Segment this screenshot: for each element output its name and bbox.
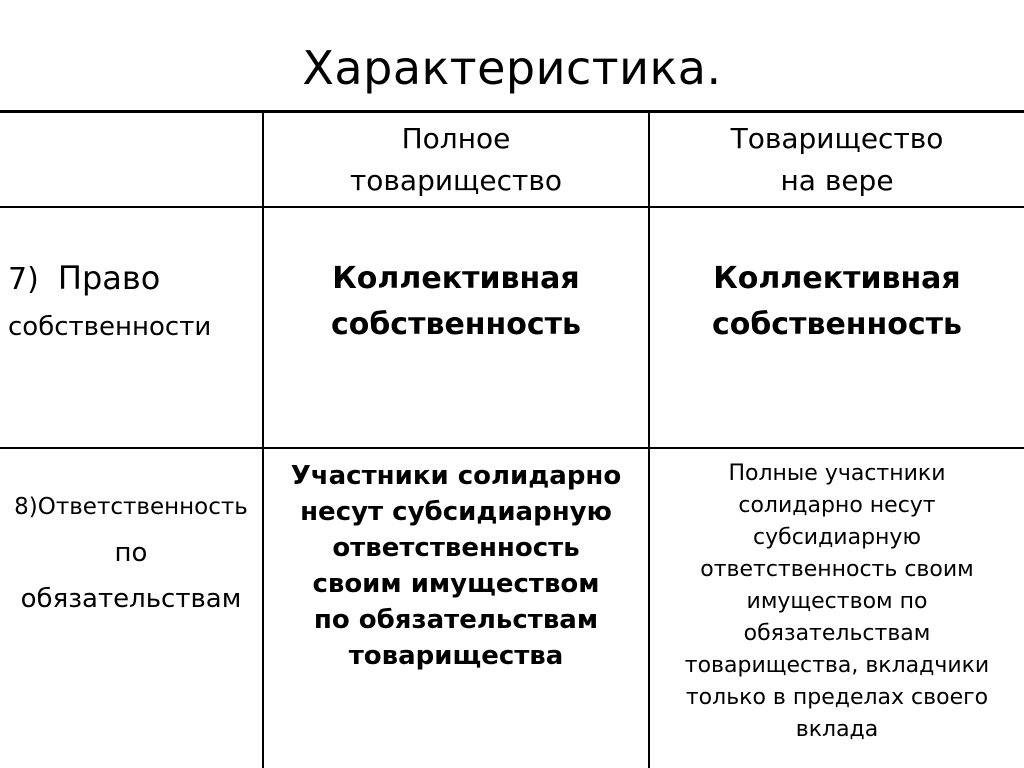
row7-label-line1 (0, 254, 160, 304)
row8-col2-line8: только в пределах своего (685, 685, 989, 710)
row7-label-number: 7) (8, 262, 39, 297)
row8-col1-cell (264, 458, 648, 674)
row7-label-line2: собственности (8, 312, 212, 342)
row8-col1-line2: несут субсидиарную (300, 497, 612, 527)
row8-col2-line9: вклада (795, 717, 879, 742)
row7-col1-cell (264, 256, 648, 348)
row8-col1-line3: ответственность (332, 533, 580, 563)
row8-col1-line5: по обязательствам (313, 605, 599, 635)
slide-title: Характеристика. (302, 41, 722, 95)
row8-col1-line6: товарищества (348, 641, 564, 671)
table-row-divider-1 (0, 206, 1024, 208)
row8-col2-line7: товарищества, вкладчики (684, 653, 990, 678)
header-col2-line1: Товарищество (730, 122, 944, 155)
row7-label (0, 254, 262, 350)
row8-col2-line2: солидарно несут (738, 493, 936, 518)
row7-col2-cell (650, 256, 1024, 348)
header-col-limited-partnership (650, 118, 1024, 202)
header-col-full-partnership (264, 118, 648, 202)
row8-col2-line1: Полные участники (728, 461, 946, 486)
row8-col2-cell (650, 458, 1024, 746)
row7-col1-line1: Коллективная (332, 261, 580, 296)
row8-label (0, 484, 262, 622)
header-col2-line2: на вере (780, 164, 894, 197)
row7-label-word: Право (57, 259, 161, 297)
row7-col1-line2: собственность (330, 307, 582, 342)
row7-col2-line2: собственность (711, 307, 963, 342)
row8-col1-line4: своим имуществом (312, 569, 600, 599)
row8-col2-line3: субсидиарную (753, 525, 921, 550)
row8-label-line2: по (114, 538, 148, 568)
row8-col2-line4: ответственность своим (700, 557, 974, 582)
table-top-border (0, 110, 1024, 113)
row8-label-line1: 8)Ответственность (14, 494, 248, 520)
header-col1-line2: товарищество (349, 164, 562, 197)
header-col1-line1: Полное (401, 122, 511, 155)
row8-col2-line5: имуществом по (746, 589, 928, 614)
row7-col2-line1: Коллективная (713, 261, 961, 296)
row8-label-line3: обязательствам (20, 584, 242, 614)
row8-col1-line1: Участники солидарно (290, 461, 622, 491)
table-row-divider-2 (0, 447, 1024, 449)
row8-col2-line6: обязательствам (743, 621, 931, 646)
